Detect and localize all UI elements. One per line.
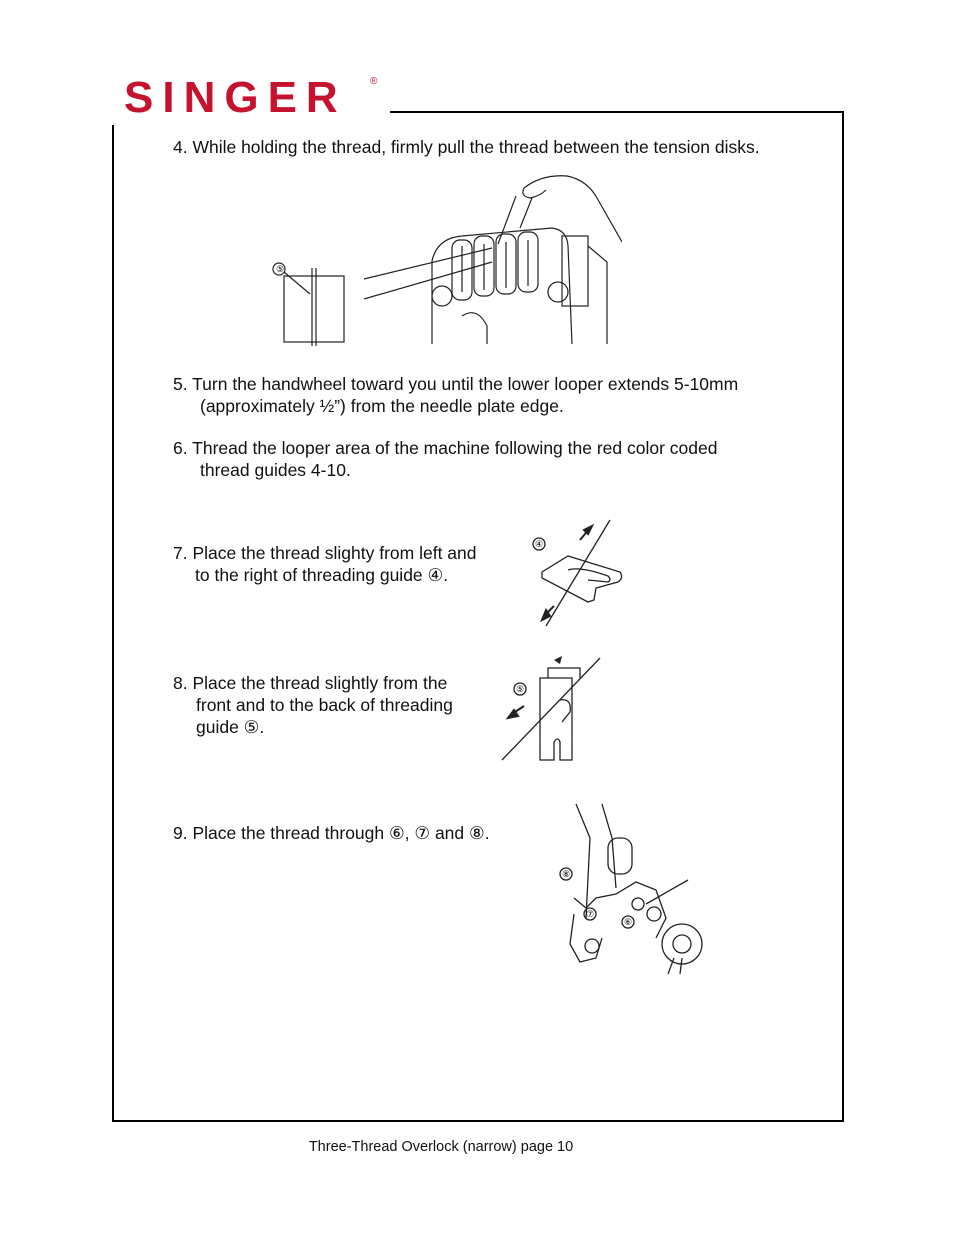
step-6-line1: 6. Thread the looper area of the machine following the red color coded: [173, 438, 718, 458]
brand-text: SINGER: [124, 73, 347, 120]
page-footer: Three-Thread Overlock (narrow) page 10: [308, 1139, 574, 1155]
guide-5-illustration: [500, 650, 604, 764]
step-7-line1: 7. Place the thread slighty from left and: [173, 543, 477, 563]
step-8-line2: front and to the back of threading: [196, 695, 453, 715]
guide-4-callout: ④: [535, 539, 544, 549]
tension-callout: ⑤: [276, 264, 285, 274]
tension-disks-illustration: [262, 166, 622, 348]
step-4-text: 4. While holding the thread, firmly pull the thread between the tension disks.: [173, 137, 760, 157]
looper-callout-6: ⑥: [624, 917, 633, 927]
looper-callout-7: ⑦: [586, 909, 595, 919]
registered-mark: ®: [370, 76, 378, 87]
step-8-line1: 8. Place the thread slightly from the: [173, 673, 448, 693]
step-7-line2: to the right of threading guide ④.: [195, 565, 449, 585]
guide-4-illustration: [528, 516, 628, 632]
step-9: [173, 822, 490, 844]
looper-callout-8: ⑧: [562, 869, 571, 879]
step-6-line2: thread guides 4-10.: [200, 460, 351, 480]
guide-5-callout: ⑤: [516, 684, 525, 694]
step-5-line1: 5. Turn the handwheel toward you until the lower looper extends 5-10mm: [173, 374, 739, 394]
step-5-line2: (approximately ½”) from the needle plate edge.: [200, 396, 564, 416]
step-9-text: 9. Place the thread through ⑥, ⑦ and ⑧.: [173, 823, 490, 843]
step-8: [173, 672, 453, 738]
step-8-line3: guide ⑤.: [196, 717, 265, 737]
step-4: [173, 136, 760, 158]
looper-illustration: [556, 798, 706, 976]
step-7: [173, 542, 477, 586]
step-6: [173, 437, 717, 481]
step-5: [173, 373, 738, 417]
